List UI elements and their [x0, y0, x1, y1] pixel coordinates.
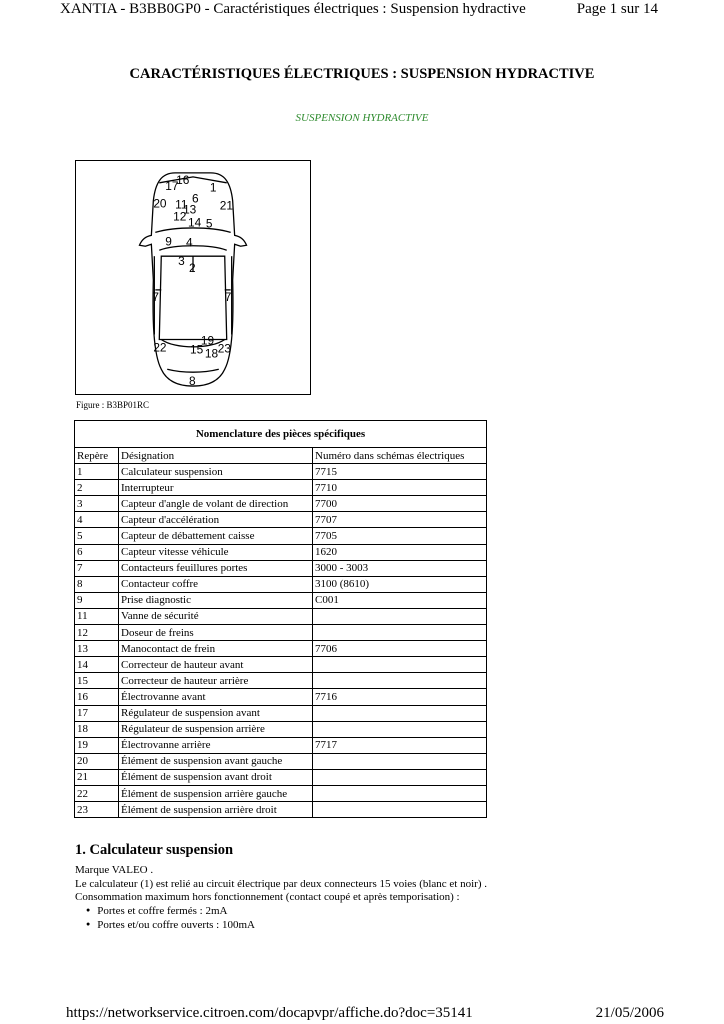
- cell-numero: [313, 785, 487, 801]
- cell-numero: [313, 753, 487, 769]
- cell-repere: 1: [75, 464, 119, 480]
- table-row: [75, 560, 487, 576]
- page-title: CARACTÉRISTIQUES ÉLECTRIQUES : SUSPENSION HYDRACTIVE: [129, 66, 595, 82]
- cell-numero: 7700: [313, 496, 487, 512]
- figure-label: 7: [152, 289, 159, 304]
- cell-numero: 7707: [313, 512, 487, 528]
- section-body: [75, 864, 487, 934]
- table-title: Nomenclature des pièces spécifiques: [75, 421, 487, 448]
- figure-label: 14: [188, 215, 202, 230]
- cell-designation: Vanne de sécurité: [119, 608, 313, 624]
- table-row: [75, 641, 487, 657]
- car-diagram-figure: [75, 160, 311, 395]
- footer-url: https://networkservice.citroen.com/docapvpr/affiche.do?doc=35141: [66, 1005, 473, 1021]
- figure-label: 15: [190, 342, 204, 357]
- cell-numero: 1620: [313, 544, 487, 560]
- car-top-view-diagram: [76, 161, 310, 394]
- section-title: 1. Calculateur suspension: [75, 842, 234, 858]
- cell-numero: [313, 769, 487, 785]
- cell-repere: 14: [75, 657, 119, 673]
- cell-numero: [313, 625, 487, 641]
- figure-label: 17: [165, 178, 179, 193]
- page-subtitle: SUSPENSION HYDRACTIVE: [295, 112, 429, 124]
- figure-label: 3: [178, 254, 185, 269]
- table-row: [75, 657, 487, 673]
- cell-designation: Élément de suspension avant droit: [119, 769, 313, 785]
- figure-label: 19: [200, 333, 215, 348]
- column-header-repere: Repère: [75, 448, 119, 464]
- figure-label: 18: [204, 346, 219, 361]
- figure-label: 9: [165, 234, 172, 249]
- cell-repere: 9: [75, 592, 119, 608]
- table-row: [75, 544, 487, 560]
- cell-repere: 5: [75, 528, 119, 544]
- consumption-list: [75, 905, 487, 934]
- table-row: [75, 592, 487, 608]
- cell-designation: Élément de suspension arrière gauche: [119, 785, 313, 801]
- figure-label: 21: [219, 198, 233, 213]
- cell-designation: Capteur d'angle de volant de direction: [119, 496, 313, 512]
- cell-repere: 21: [75, 769, 119, 785]
- cell-repere: 20: [75, 753, 119, 769]
- table-row: [75, 753, 487, 769]
- figure-label: 23: [217, 341, 232, 356]
- cell-designation: Régulateur de suspension arrière: [119, 721, 313, 737]
- cell-numero: C001: [313, 592, 487, 608]
- cell-repere: 12: [75, 625, 119, 641]
- cell-designation: Calculateur suspension: [119, 464, 313, 480]
- table-row: [75, 608, 487, 624]
- figure-label: 22: [153, 340, 167, 355]
- connection-line: Le calculateur (1) est relié au circuit électrique par deux connecteurs 15 voies (blanc et noir) .: [75, 877, 488, 890]
- figure-label: 12: [173, 209, 187, 224]
- cell-designation: Contacteur coffre: [119, 576, 313, 592]
- figure-label: 16: [176, 172, 190, 187]
- table-row: [75, 480, 487, 496]
- table-row: [75, 769, 487, 785]
- cell-repere: 22: [75, 785, 119, 801]
- table-row: [75, 737, 487, 753]
- brand-line: Marque VALEO .: [75, 864, 154, 876]
- cell-designation: Prise diagnostic: [119, 592, 313, 608]
- consumption-line: Consommation maximum hors fonctionnement (contact coupé et après temporisation) :: [75, 891, 460, 904]
- nomenclature-table: [74, 420, 487, 818]
- cell-repere: 2: [75, 480, 119, 496]
- cell-numero: 7705: [313, 528, 487, 544]
- figure-label: 8: [189, 374, 196, 389]
- cell-repere: 23: [75, 802, 119, 818]
- cell-repere: 8: [75, 576, 119, 592]
- table-row: [75, 464, 487, 480]
- list-item: ● Portes et/ou coffre ouverts : 100mA: [99, 919, 487, 934]
- cell-repere: 15: [75, 673, 119, 689]
- document-header-title: XANTIA - B3BB0GP0 - Caractéristiques électriques : Suspension hydractive: [60, 1, 526, 17]
- figure-label: 2: [189, 261, 196, 276]
- cell-repere: 11: [75, 608, 119, 624]
- cell-designation: Capteur de débattement caisse: [119, 528, 313, 544]
- cell-designation: Doseur de freins: [119, 625, 313, 641]
- figure-caption: Figure : B3BP01RC: [76, 400, 150, 410]
- cell-numero: 3100 (8610): [313, 576, 487, 592]
- table-row: [75, 576, 487, 592]
- table-row: [75, 721, 487, 737]
- cell-repere: 7: [75, 560, 119, 576]
- figure-label: 7: [224, 289, 232, 304]
- cell-repere: 16: [75, 689, 119, 705]
- cell-designation: Élément de suspension avant gauche: [119, 753, 313, 769]
- cell-designation: Capteur d'accélération: [119, 512, 313, 528]
- trunk-line: [167, 369, 219, 372]
- table-row: [75, 705, 487, 721]
- cell-repere: 3: [75, 496, 119, 512]
- table-row: [75, 528, 487, 544]
- figure-label: 11: [175, 197, 188, 212]
- cell-designation: Électrovanne arrière: [119, 737, 313, 753]
- cell-repere: 13: [75, 641, 119, 657]
- footer-date: 21/05/2006: [595, 1005, 664, 1021]
- figure-label: 6: [192, 191, 199, 206]
- cell-numero: [313, 657, 487, 673]
- table-row: [75, 689, 487, 705]
- column-header-numero: Numéro dans schémas électriques: [313, 448, 487, 464]
- table-row: [75, 496, 487, 512]
- cell-repere: 6: [75, 544, 119, 560]
- cell-designation: Contacteurs feuillures portes: [119, 560, 313, 576]
- cell-repere: 19: [75, 737, 119, 753]
- cell-repere: 17: [75, 705, 119, 721]
- cell-designation: Correcteur de hauteur arrière: [119, 673, 313, 689]
- cell-numero: 7716: [313, 689, 487, 705]
- figure-label: 13: [183, 202, 197, 217]
- table-row: [75, 673, 487, 689]
- cell-numero: 7715: [313, 464, 487, 480]
- cell-designation: Interrupteur: [119, 480, 313, 496]
- list-item: ● Portes et coffre fermés : 2mA: [99, 905, 487, 920]
- figure-label: 20: [153, 196, 167, 211]
- column-header-designation: Désignation: [119, 448, 313, 464]
- cell-numero: [313, 802, 487, 818]
- figure-label: 4: [186, 235, 193, 250]
- cell-numero: 7706: [313, 641, 487, 657]
- table-row: [75, 785, 487, 801]
- cell-designation: Correcteur de hauteur avant: [119, 657, 313, 673]
- table-row: [75, 625, 487, 641]
- cell-repere: 4: [75, 512, 119, 528]
- table-row: [75, 512, 487, 528]
- page-number: Page 1 sur 14: [576, 1, 658, 17]
- cell-designation: Élément de suspension arrière droit: [119, 802, 313, 818]
- figure-label: 5: [205, 216, 213, 231]
- cell-designation: Capteur vitesse véhicule: [119, 544, 313, 560]
- cell-designation: Régulateur de suspension avant: [119, 705, 313, 721]
- cell-numero: 7717: [313, 737, 487, 753]
- cell-numero: [313, 705, 487, 721]
- cell-numero: [313, 721, 487, 737]
- cell-numero: 7710: [313, 480, 487, 496]
- cell-numero: [313, 608, 487, 624]
- cell-repere: 18: [75, 721, 119, 737]
- table-row: [75, 802, 487, 818]
- cell-numero: [313, 673, 487, 689]
- cell-designation: Électrovanne avant: [119, 689, 313, 705]
- figure-label: 1: [209, 180, 217, 195]
- cell-numero: 3000 - 3003: [313, 560, 487, 576]
- cell-designation: Manocontact de frein: [119, 641, 313, 657]
